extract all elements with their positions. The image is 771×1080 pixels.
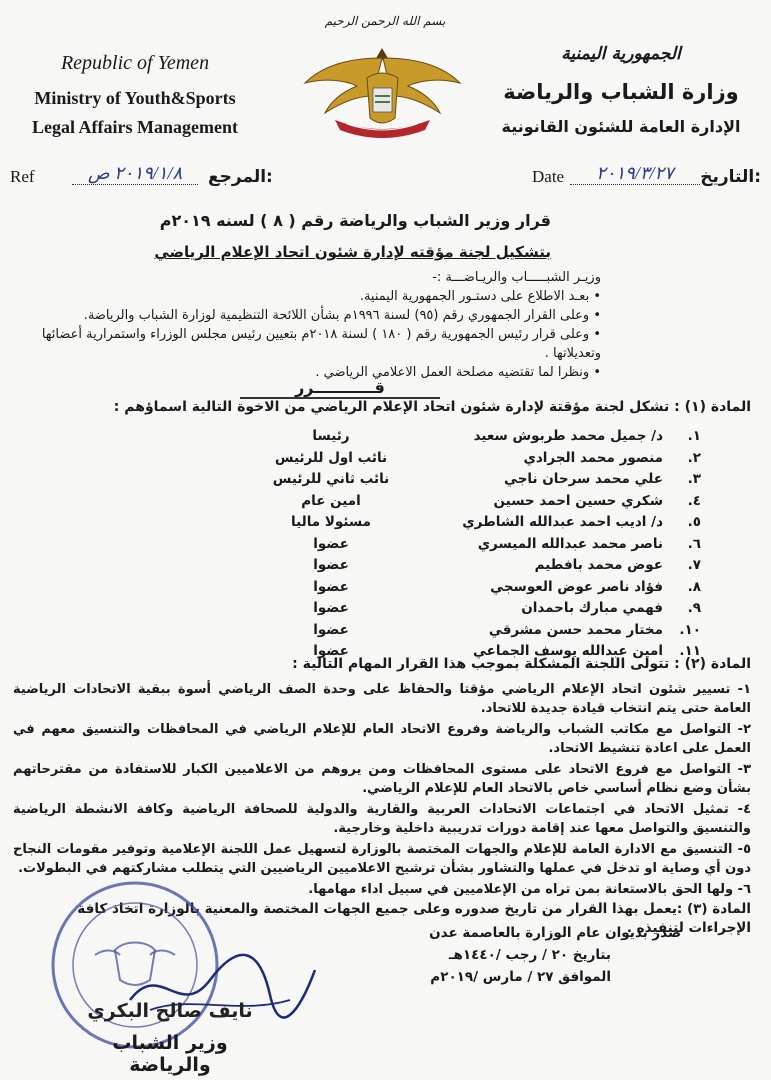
date-value: ٢٠١٩/٣/٢٧ (570, 163, 700, 185)
header-ar-ministry: وزارة الشباب والرياضة (503, 80, 739, 104)
members-list (141, 428, 701, 665)
member-role: عضوا (313, 600, 349, 616)
member-row (141, 514, 701, 536)
member-name: ناصر محمد عبدالله الميسري (477, 535, 663, 552)
tasks-list (13, 680, 751, 901)
member-number: ٧. (687, 557, 701, 573)
member-number: ٦. (687, 535, 701, 552)
header-en-country: Republic of Yemen (60, 52, 210, 74)
member-name: عوض محمد بافطيم (534, 557, 663, 573)
member-name: فؤاد ناصر عوض العوسجي (490, 578, 663, 595)
member-number: ١. (687, 428, 701, 444)
member-name: علي محمد سرحان ناجي (504, 471, 663, 487)
header-en-ministry: Ministry of Youth&Sports (34, 88, 236, 108)
preamble (41, 268, 601, 382)
article-3: المادة (٣) :يعمل بهذا القرار من تاريخ صدوره وعلى جميع الجهات المختصة والمعنية بالوزارة اتخاذ كافة الإجراءات لتنفيذه . (77, 901, 751, 936)
member-name: د/ اديب احمد عبدالله الشاطري (462, 514, 663, 530)
member-number: ٨. (687, 578, 701, 595)
article-2: المادة (٢) : تتولى اللجنة المشكلة بموجب هذا القرار المهام التالية : (292, 656, 751, 672)
preamble-line: • وعلى قرار رئيس الجمهورية رقم ( ١٨٠ ) لسنة ٢٠١٨م بتعيين رئيس مجلس الوزراء واستمرارية أعضائها وتعديلاتها . (41, 327, 601, 361)
member-name: مختار محمد حسن مشرقي (488, 621, 663, 638)
article-1: المادة (١) : تشكل لجنة مؤقتة لإدارة شئون اتحاد الإعلام الرياضي من الاخوة التالية اسماؤهم : (113, 399, 751, 415)
member-row (141, 557, 701, 579)
ref-label: Ref (10, 167, 35, 186)
basmala: بسم الله الرحمن الرحيم (324, 14, 446, 28)
member-number: ٣. (687, 471, 701, 487)
task-item: ٢- التواصل مع مكاتب الشباب والرياضة وفروع الاتحاد العام للإعلام الرياضي في المحافظات والتنسيق معهم في العمل على اعادة تنشيط الاتحاد. (13, 722, 751, 756)
member-role: عضوا (313, 535, 349, 552)
member-name: امين عبدالله يوسف الجماعي (473, 643, 663, 659)
ref-label-ar: :المرجع (208, 167, 273, 187)
member-role: عضوا (313, 557, 349, 573)
member-role: امين عام (301, 492, 361, 509)
member-role: نائب ثاني للرئيس (272, 471, 390, 487)
preamble-line: وزيـر الشبـــــاب والريـاضـــة :- (432, 270, 601, 285)
member-row (141, 471, 701, 493)
member-number: ١٠. (679, 621, 701, 638)
date-label: Date (532, 167, 565, 186)
issued-date-hijri: بتاريخ ٢٠ / رجب /١٤٤٠هـ (448, 947, 611, 963)
signatory-title: وزير الشباب والرياضة (112, 1032, 228, 1076)
issued-place: صدر بديوان عام الوزارة بالعاصمة عدن (429, 925, 681, 941)
member-row (141, 600, 701, 622)
yemen-eagle-emblem-icon (295, 38, 470, 148)
member-number: ٢. (687, 449, 701, 466)
preamble-line: • ونظرا لما تقتضيه مصلحة العمل الاعلامي الرياضي . (315, 365, 601, 380)
member-number: ٩. (687, 600, 701, 616)
member-name: شكري حسين احمد حسين (493, 492, 663, 509)
member-name: فهمي مبارك باحمدان (521, 600, 663, 616)
decision-heading: قـــــــــــرر (240, 378, 440, 399)
member-role: عضوا (313, 621, 349, 638)
header-en-department: Legal Affairs Management (32, 117, 238, 137)
member-row (141, 536, 701, 558)
member-role: رئيسا (312, 428, 350, 444)
task-item: ٤- تمثيل الاتحاد في اجتماعات الاتحادات العربية والقارية والدولية للصحافة الرياضية وكافة الانشطة الرياضية والتنسيق والتواصل معها عند إقامة دورات تدريبية داخلية وخارجية. (13, 802, 751, 836)
member-row (141, 428, 701, 450)
member-name: د/ جميل محمد طربوش سعيد (473, 428, 663, 444)
member-row (141, 493, 701, 515)
preamble-line: • بعـد الاطلاع على دستـور الجمهورية اليمنية. (359, 289, 601, 304)
date-label-ar: :التاريخ (700, 167, 761, 187)
reference-row (10, 163, 761, 193)
member-role: عضوا (313, 643, 349, 659)
member-role: عضوا (313, 578, 349, 595)
member-role: نائب اول للرئيس (274, 449, 388, 466)
member-number: ٤. (687, 492, 701, 509)
task-item: ١- تسيير شئون اتحاد الإعلام الرياضي مؤقتا والحفاظ على وحدة الصف الرياضي أسوة ببقية الاتحادات الرياضية العامة حتى يتم انتخاب قيادة جديدة للاتحاد. (13, 682, 751, 716)
decree-title: قرار وزير الشباب والرياضة رقم ( ٨ ) لسنه ٢٠١٩م (159, 211, 551, 230)
ref-value: ٢٠١٩/١/٨ ص (72, 163, 198, 185)
member-number: ١١. (679, 643, 701, 659)
header-ar-country: الجمهورية اليمنية (561, 44, 681, 64)
decree-subtitle: بتشكيل لجنة مؤقته لإدارة شئون اتحاد الإعلام الرياضي (154, 243, 551, 261)
member-role: مسئولا ماليا (291, 514, 371, 530)
member-row (141, 450, 701, 472)
member-number: ٥. (687, 514, 701, 530)
member-row (141, 622, 701, 644)
preamble-line: • وعلى القرار الجمهوري رقم (٩٥) لسنة ١٩٩٦م بشأن اللائحة التنظيمية لوزارة الشباب والرياضة. (83, 308, 601, 323)
task-item: ٥- التنسيق مع الادارة العامة للإعلام والجهات المختصة بالوزارة لتسهيل عمل اللجنة الإعلامية وتوفير مقومات النجاح دون أي وصاية او تدخل في عملها والتشاور بشأن ترشيح الاعلاميين الرياضيين التي يتطلب مشاركتهم في البطولات. (13, 842, 751, 876)
signatory-name: نايف صالح البكري (87, 1000, 253, 1022)
member-row (141, 579, 701, 601)
task-item: ٣- التواصل مع فروع الاتحاد على مستوى المحافظات ومن يروهم من الاعلاميين الكبار للاستفادة من مقترحاتهم بشأن وضع نظام أساسي خاص بالاتحاد العام للإعلام الرياضي. (13, 762, 751, 796)
member-name: منصور محمد الجرادي (523, 449, 663, 466)
task-item: ٦- ولها الحق بالاستعانة بمن تراه من الإعلاميين في سبيل اداء مهامها. (308, 882, 751, 897)
header-ar-department: الإدارة العامة للشئون القانونية (501, 117, 741, 136)
issued-date-gregorian: الموافق ٢٧ / مارس /٢٠١٩م (430, 969, 611, 985)
